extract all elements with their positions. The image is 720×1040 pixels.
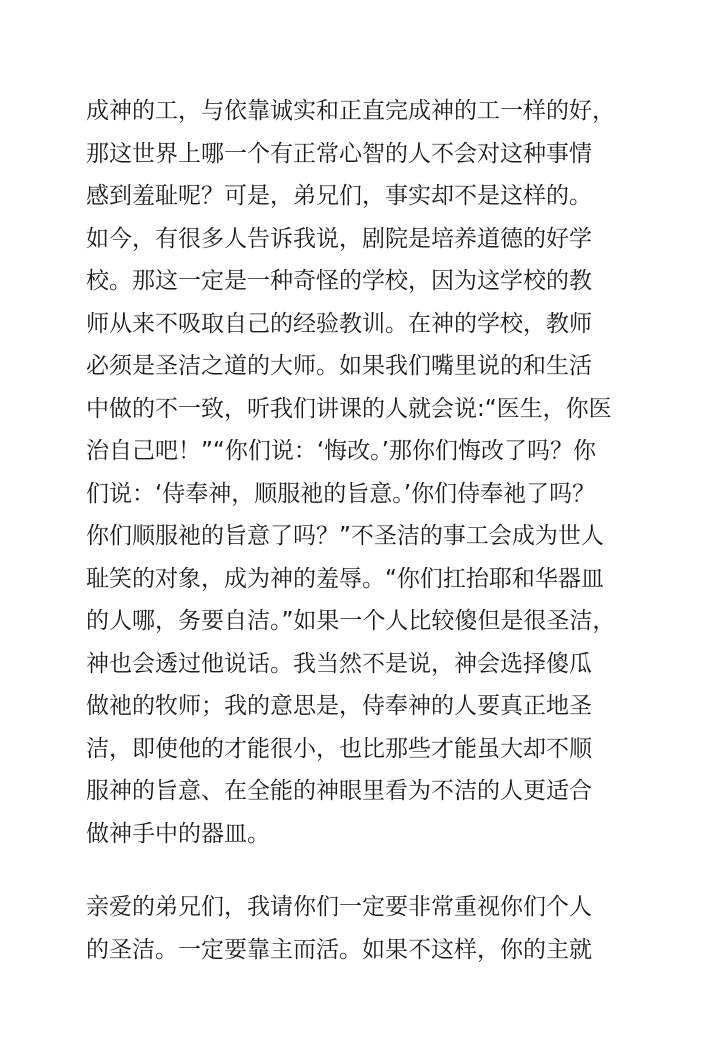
text-line: 如今，有很多人告诉我说，剧院是培养道德的好学 bbox=[86, 225, 592, 252]
text-line: 的人哪，务要自洁。”如果一个人比较傻但是很圣洁， bbox=[86, 608, 616, 634]
text-line: 们说：‘侍奉神，顺服祂的旨意。’你们侍奉祂了吗？ bbox=[86, 480, 596, 507]
paragraph-1 bbox=[86, 90, 636, 855]
text-line: 做祂的牧师；我的意思是，侍奉神的人要真正地圣 bbox=[86, 693, 592, 719]
text-line: 必须是圣洁之道的大师。如果我们嘴里说的和生活 bbox=[86, 353, 592, 379]
text-line: 师从来不吸取自己的经验教训。在神的学校，教师 bbox=[86, 310, 592, 337]
text-line: 亲爱的弟兄们，我请你们一定要非常重视你们个人 bbox=[86, 894, 592, 920]
text-line: 耻笑的对象，成为神的羞辱。“你们扛抬耶和华器皿 bbox=[86, 565, 604, 592]
text-line: 成神的工，与依靠诚实和正直完成神的工一样的好， bbox=[86, 98, 615, 124]
text-line: 中做的不一致，听我们讲课的人就会说:“医生，你医 bbox=[86, 395, 612, 422]
text-line: 洁，即使他的才能很小，也比那些才能虽大却不顺 bbox=[86, 735, 592, 762]
text-line: 治自己吧！”“你们说：‘悔改。’那你们悔改了吗？你 bbox=[86, 438, 596, 464]
paragraph-2 bbox=[86, 886, 636, 971]
text-line: 服神的旨意、在全能的神眼里看为不洁的人更适合 bbox=[86, 778, 592, 804]
text-line: 感到羞耻呢？可是，弟兄们，事实却不是这样的。 bbox=[86, 183, 592, 209]
text-line: 神也会透过他说话。我当然不是说，神会选择傻瓜 bbox=[86, 650, 592, 677]
text-line: 做神手中的器皿。 bbox=[86, 820, 270, 847]
text-line: 的圣洁。一定要靠主而活。如果不这样，你的主就 bbox=[86, 936, 592, 963]
text-line: 你们顺服祂的旨意了吗？”不圣洁的事工会成为世人 bbox=[86, 523, 604, 549]
text-line: 那这世界上哪一个有正常心智的人不会对这种事情 bbox=[86, 140, 592, 167]
text-line: 校。那这一定是一种奇怪的学校，因为这学校的教 bbox=[86, 268, 592, 294]
